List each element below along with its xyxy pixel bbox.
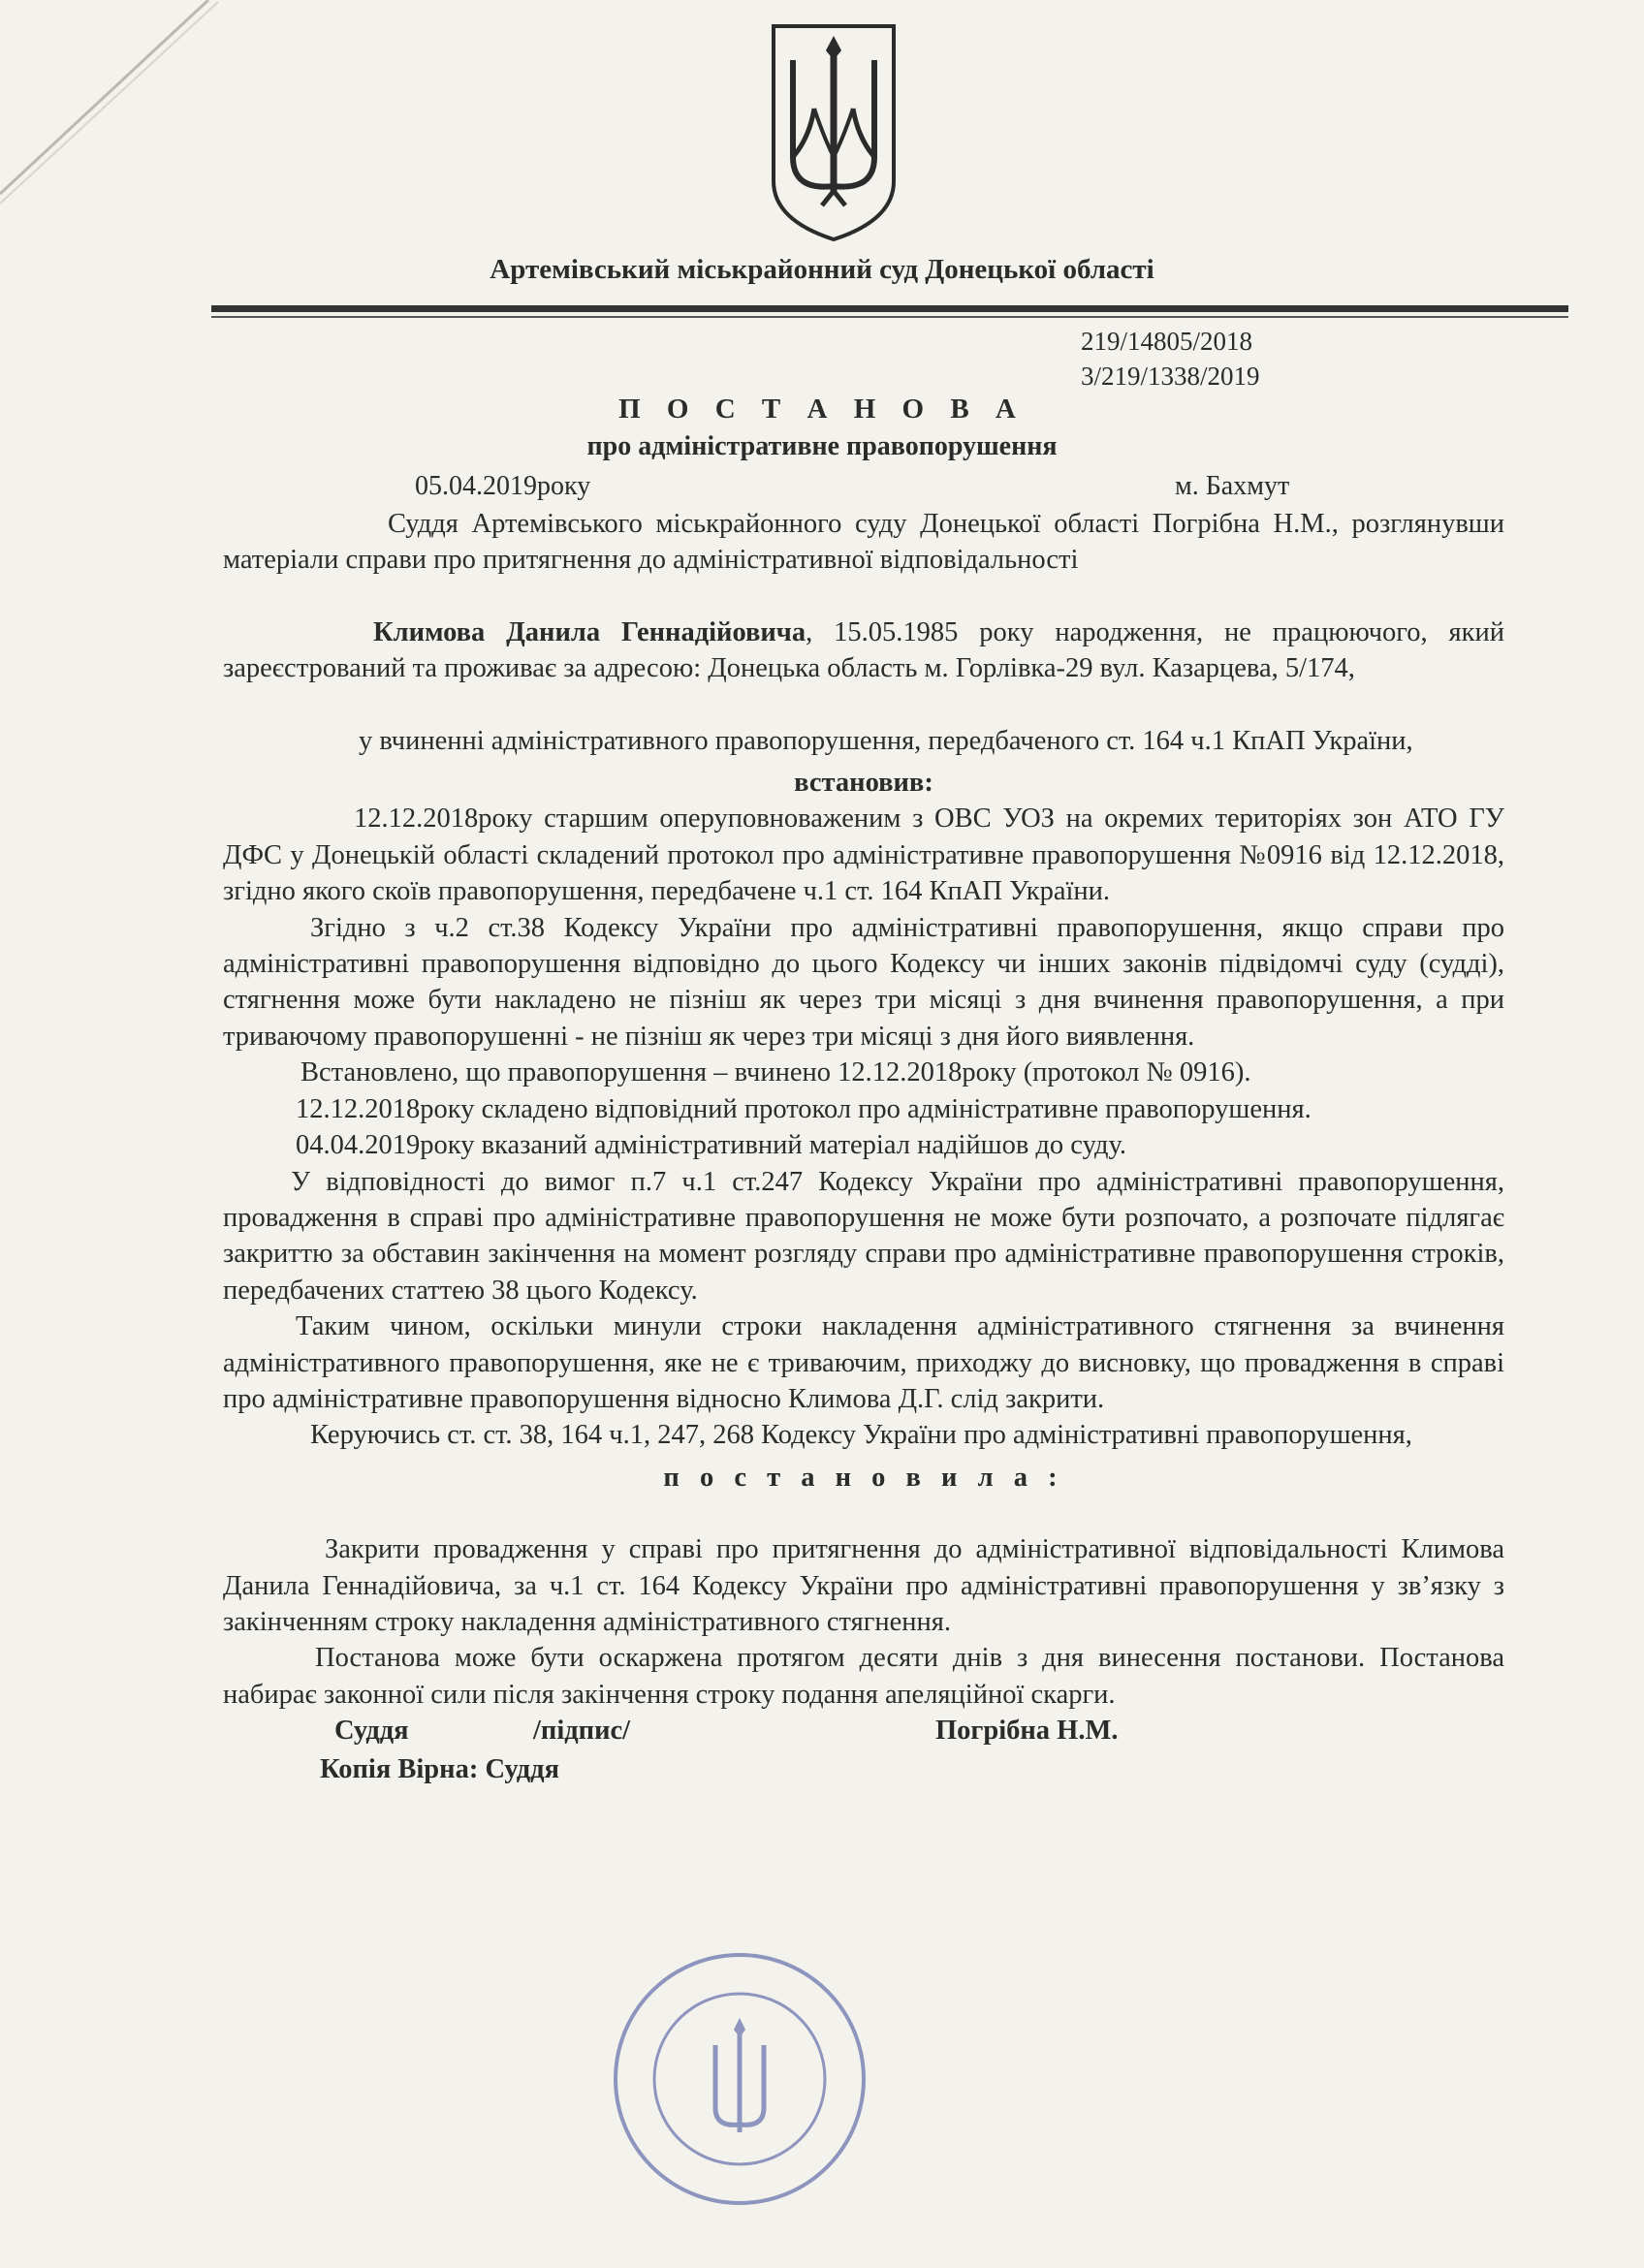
paragraph-received: 04.04.2019року вказаний адміністративний матеріал надійшов до суду. (296, 1130, 1127, 1161)
paragraph-article-38: Згідно з ч.2 ст.38 Кодексу України про адміністративні правопорушення, якщо справи про адміністративні правопорушення відповідно до цього Кодексу чи інших законів підвідомчі суду (судді), стягнення може бути накладено не пізніш як через три місяці з дня вчинення правопорушення, а при триваючому правопорушенні - не пізніш як через три місяці з дня його виявлення. (223, 912, 1504, 1052)
signature-mark: /підпис/ (533, 1716, 631, 1747)
person-details: , 15.05.1985 року народження, не працюючого, який зареєстрований та проживає за адресою: Донецька область м. Горлівка-29 вул. Казарцева, 5/174, (223, 616, 1504, 684)
paragraph-established: Встановлено, що правопорушення – вчинено 12.12.2018року (протокол № 0916). (300, 1057, 1251, 1088)
intro-paragraph: Суддя Артемівського міськрайонного суду Донецької області Погрібна Н.М., розглянувши матеріали справи про притягнення до адміністративної відповідальності (223, 509, 1504, 576)
judge-label: Суддя (334, 1716, 409, 1747)
offense-paragraph: у вчиненні адміністративного правопорушення, передбаченого ст. 164 ч.1 КпАП України, (359, 725, 1413, 756)
judge-name: Погрібна Н.М. (935, 1716, 1119, 1747)
copy-label: Копія Вірна: Суддя (320, 1754, 560, 1785)
document-subtitle: про адміністративне правопорушення (586, 431, 1058, 461)
case-number-1: 219/14805/2018 (1081, 327, 1253, 356)
court-seal-stamp (609, 1948, 870, 2210)
copy-row (223, 1751, 1504, 1790)
appeal-paragraph: Постанова може бути оскаржена протягом десяти днів з дня винесення постанови. Постанова набирає законної сили після закінчення строку подання апеляційної скарги. (223, 1643, 1504, 1710)
header-rule-thin (211, 316, 1568, 318)
case-number-2: 3/219/1338/2019 (1081, 362, 1260, 391)
person-paragraph (223, 614, 1504, 687)
paragraph-protocol-date: 12.12.2018року складено відповідний протокол про адміністративне правопорушення. (296, 1093, 1312, 1124)
decision-paragraph: Закрити провадження у справі про притягнення до адміністративної відповідальності Климова Данила Геннадійовича, за ч.1 ст. 164 Кодексу України про адміністративні правопорушення у зв’язку з закінченням строку накладення адміністративного стягнення. (223, 1534, 1504, 1637)
signature-row (223, 1713, 1504, 1751)
court-name: Артемівський міськрайонний суд Донецької області (490, 254, 1154, 285)
paragraph-article-247: У відповідності до вимог п.7 ч.1 ст.247 Кодексу України про адміністративні правопорушення, провадження в справі про адміністративне правопорушення не може бути розпочато, а розпочате підлягає закриттю за обставин закінчення на момент розгляду справи про адміністративне правопорушення строків, передбачених статтею 38 цього Кодексу. (223, 1166, 1504, 1306)
case-numbers (1081, 324, 1260, 394)
document-date: 05.04.2019року (415, 471, 591, 501)
document-body (223, 506, 1504, 1790)
document-title: П О С Т А Н О В А (618, 394, 1026, 425)
paragraph-conclusion: Таким чином, оскільки минули строки накладення адміністративного стягнення за вчинення адміністративного правопорушення, яке не є триваючим, приходжу до висновку, що провадження в справі про адміністративне правопорушення відносно Климова Д.Г. слід закрити. (223, 1311, 1504, 1414)
header-rule-thick (211, 305, 1568, 312)
paragraph-guided-by: Керуючись ст. ст. 38, 164 ч.1, 247, 268 Кодексу України про адміністративні правопорушення, (310, 1420, 1412, 1451)
established-heading: встановив: (794, 768, 933, 799)
document-city: м. Бахмут (1175, 471, 1290, 501)
paragraph-protocol: 12.12.2018року старшим оперуповноваженим з ОВС УОЗ на окремих територіях зон АТО ГУ ДФС у Донецькій області складений протокол про адміністративне правопорушення №0916 від 12.12.2018, згідно якого скоїв правопорушення, передбачене ч.1 ст. 164 КпАП України. (223, 803, 1504, 907)
person-name: Климова Данила Геннадійовича (373, 616, 806, 647)
trident-emblem-icon (766, 21, 901, 244)
resolved-heading: п о с т а н о в и л а : (663, 1462, 1064, 1493)
